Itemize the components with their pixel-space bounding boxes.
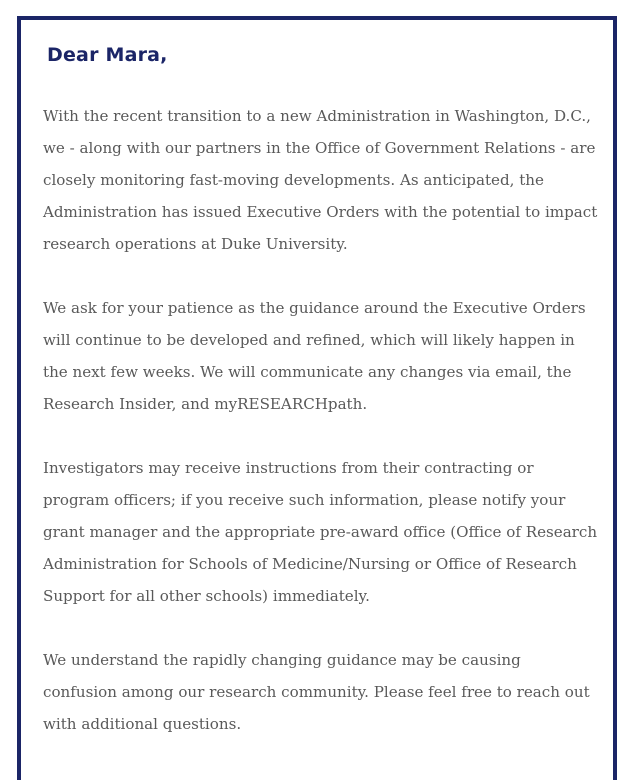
paragraph-transition: With the recent transition to a new Administration in Washington, D.C., we - along with our partners in the Office of Government Relations - are closely monitoring fast-moving developments. As anticipated, the Administration has issued Executive Orders with the potential to impact research operations at Duke University. (43, 107, 598, 253)
letter-frame (17, 16, 617, 780)
letter-body (43, 100, 599, 772)
paragraph-understand: We understand the rapidly changing guidance may be causing confusion among our research community. Please feel free to reach out with additional questions. (43, 651, 590, 733)
greeting: Dear Mara, (47, 44, 168, 66)
paragraph-patience: We ask for your patience as the guidance around the Executive Orders will continue to be developed and refined, which will likely happen in the next few weeks. We will communicate any changes via email, the Research Insider, and myRESEARCHpath. (43, 299, 586, 413)
paragraph-investigators: Investigators may receive instructions from their contracting or program officers; if you receive such information, please notify your grant manager and the appropriate pre-award office (Office of Research Administration for Schools of Medicine/Nursing or Office of Research Support for all other schools) immediately. (43, 459, 598, 605)
